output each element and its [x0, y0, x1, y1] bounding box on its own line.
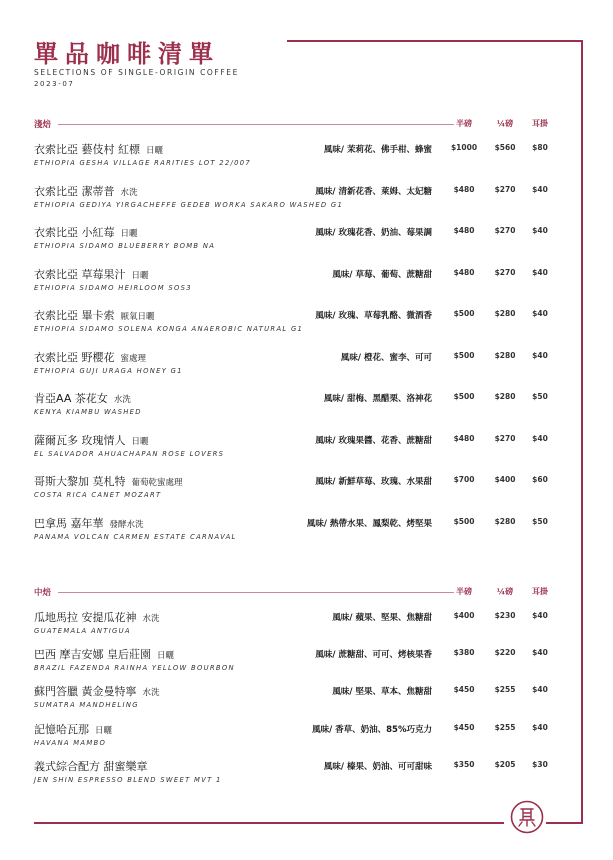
price-quarter-lb: $230: [494, 611, 516, 620]
flavor-notes: 風味/ 甜梅、黑醋栗、洛神花: [323, 394, 432, 404]
price-half-lb: $500: [453, 392, 475, 401]
coffee-name-text: 巴拿馬 嘉年華: [34, 516, 104, 530]
coffee-name: [34, 758, 154, 774]
coffee-name-text: 義式綜合配方 甜蜜樂章: [34, 759, 148, 773]
coffee-name: [34, 390, 131, 406]
price-quarter-lb: $255: [494, 685, 516, 695]
process-method: 日曬: [95, 725, 113, 736]
price-half-lb: $380: [453, 648, 475, 658]
coffee-english-name: SUMATRA MANDHELING: [34, 701, 139, 710]
process-method: 蜜處理: [120, 353, 147, 364]
price-quarter-lb: $280: [494, 309, 516, 318]
coffee-name: [34, 224, 138, 240]
process-method: 發酵水洗: [109, 519, 144, 530]
section-header: [34, 118, 554, 132]
page-title: 單品咖啡清單: [34, 40, 220, 68]
price-half-lb: $450: [453, 722, 475, 732]
section-title: 淺焙: [34, 120, 52, 130]
price-quarter-lb: $270: [494, 267, 516, 277]
coffee-name-text: 衣索比亞 畢卡索: [34, 309, 115, 322]
price-quarter-lb: $270: [494, 226, 516, 235]
coffee-name: [34, 183, 138, 199]
menu-item: [34, 758, 564, 792]
flavor-notes: 風味/ 茉莉花、佛手柑、蜂蜜: [323, 145, 432, 155]
process-method: 水洗: [142, 614, 160, 624]
coffee-english-name: ETHIOPIA SIDAMO SOLENA KONGA ANAEROBIC NATURAL G1: [34, 325, 304, 333]
menu-item: [34, 307, 564, 341]
flavor-notes: 風味/ 榛果、奶油、可可甜味: [323, 761, 432, 772]
price-drip-bag: $40: [532, 433, 548, 443]
coffee-english-name: ETHIOPIA SIDAMO BLUEBERRY BOMB NA: [34, 242, 216, 250]
coffee-english-name: ETHIOPIA GEDIYA YIRGACHEFFE GEDEB WORKA SAKARO WASHED G1: [34, 200, 344, 209]
menu-date: 2023-07: [34, 80, 75, 88]
price-drip-bag: $40: [532, 350, 548, 360]
column-header: ¼磅: [496, 587, 514, 596]
price-half-lb: $400: [453, 611, 475, 620]
coffee-name-text: 記憶哈瓦那: [34, 722, 89, 736]
process-method: 日曬: [120, 229, 138, 239]
section-divider: [58, 592, 454, 593]
price-drip-bag: $40: [532, 267, 548, 277]
coffee-english-name: PANAMA VOLCAN CARMEN ESTATE CARNAVAL: [34, 532, 237, 541]
flavor-notes: 風味/ 蘋果、堅果、焦糖甜: [332, 613, 432, 623]
coffee-name-text: 衣索比亞 小紅莓: [34, 226, 115, 239]
price-half-lb: $500: [453, 350, 475, 360]
coffee-name: [34, 473, 183, 489]
flavor-notes: 風味/ 橙花、蜜李、可可: [340, 352, 432, 363]
coffee-name-text: 哥斯大黎加 莫札特: [34, 475, 126, 488]
price-half-lb: $350: [453, 759, 475, 769]
price-half-lb: $500: [453, 309, 475, 318]
price-drip-bag: $40: [532, 309, 548, 318]
column-header: 半磅: [456, 119, 472, 128]
coffee-name: [34, 609, 160, 625]
frame-bottom-line-left: [34, 822, 504, 824]
coffee-english-name: EL SALVADOR AHUACHAPAN ROSE LOVERS: [34, 449, 225, 458]
coffee-english-name: BRAZIL FAZENDA RAINHA YELLOW BOURBON: [34, 664, 235, 673]
coffee-name-text: 蘇門答臘 黃金曼特寧: [34, 685, 137, 699]
coffee-english-name: JEN SHIN ESPRESSO BLEND SWEET MVT 1: [34, 775, 222, 784]
price-drip-bag: $40: [532, 685, 548, 695]
menu-item: [34, 515, 564, 549]
process-method: 日曬: [131, 436, 149, 447]
menu-item: [34, 349, 564, 383]
coffee-english-name: HAVANA MAMBO: [34, 738, 107, 747]
process-method: 水洗: [120, 187, 138, 198]
coffee-name-text: 薩爾瓦多 玫瑰情人: [34, 433, 126, 447]
price-quarter-lb: $560: [494, 143, 516, 152]
price-drip-bag: $40: [532, 722, 548, 732]
price-half-lb: $1000: [450, 143, 478, 152]
menu-item: [34, 609, 564, 643]
flavor-notes: 風味/ 玫瑰花香、奶油、莓果調: [315, 228, 432, 238]
flavor-notes: 風味/ 香草、奶油、85%巧克力: [312, 724, 432, 735]
frame-bottom-line-right: [546, 822, 583, 824]
process-method: 日曬: [146, 146, 164, 156]
price-quarter-lb: $400: [494, 475, 516, 484]
menu-item: [34, 473, 564, 507]
coffee-name: [34, 349, 146, 365]
coffee-english-name: ETHIOPIA GUJI URAGA HONEY G1: [34, 366, 183, 375]
coffee-english-name: ETHIOPIA SIDAMO HEIRLOOM SOS3: [34, 283, 192, 292]
column-header: 耳掛: [532, 119, 548, 128]
price-drip-bag: $40: [532, 184, 548, 194]
process-method: 日曬: [131, 270, 149, 281]
column-header: 半磅: [456, 587, 472, 596]
price-quarter-lb: $280: [494, 392, 516, 401]
price-drip-bag: $40: [532, 611, 548, 620]
price-half-lb: $500: [453, 516, 475, 526]
frame-top-line: [287, 40, 583, 42]
cup-seal-icon: [510, 800, 544, 834]
process-method: 葡萄乾蜜處理: [131, 478, 183, 488]
flavor-notes: 風味/ 草莓、葡萄、蔗糖甜: [332, 269, 432, 280]
flavor-notes: 風味/ 玫瑰、草莓乳酪、微酒香: [315, 311, 432, 321]
price-quarter-lb: $280: [494, 516, 516, 526]
page-subtitle: SELECTIONS OF SINGLE-ORIGIN COFFEE: [34, 68, 239, 77]
process-method: 水洗: [113, 395, 131, 405]
process-method: 日曬: [157, 651, 175, 662]
flavor-notes: 風味/ 堅果、草本、焦糖甜: [332, 687, 432, 698]
process-method: 厭氧日曬: [120, 312, 155, 322]
menu-item: [34, 390, 564, 424]
coffee-name: [34, 266, 149, 282]
menu-item: [34, 683, 564, 717]
section-divider: [58, 124, 454, 125]
menu-item: [34, 432, 564, 466]
price-quarter-lb: $255: [494, 722, 516, 732]
coffee-name-text: 瓜地馬拉 安提瓜花神: [34, 611, 137, 624]
coffee-english-name: GUATEMALA ANTIGUA: [34, 627, 131, 635]
coffee-name: [34, 646, 174, 662]
price-drip-bag: $40: [532, 648, 548, 658]
section-title: 中焙: [34, 588, 52, 598]
process-method: 水洗: [142, 688, 160, 699]
coffee-name-text: 衣索比亞 草莓果汁: [34, 267, 126, 281]
price-half-lb: $480: [453, 226, 475, 235]
coffee-name: [34, 307, 155, 323]
frame-right-line: [581, 40, 583, 824]
price-drip-bag: $30: [532, 759, 548, 769]
price-drip-bag: $80: [532, 143, 548, 152]
coffee-name: [34, 141, 163, 157]
flavor-notes: 風味/ 蔗糖甜、可可、烤核果香: [315, 650, 432, 661]
menu-item: [34, 646, 564, 680]
menu-item: [34, 224, 564, 258]
menu-item: [34, 141, 564, 175]
coffee-english-name: COSTA RICA CANET MOZART: [34, 491, 162, 499]
coffee-english-name: KENYA KIAMBU WASHED: [34, 408, 142, 416]
column-header: ¼磅: [496, 119, 514, 128]
price-half-lb: $450: [453, 685, 475, 695]
flavor-notes: 風味/ 玫瑰果醬、花香、蔗糖甜: [315, 435, 432, 446]
menu-item: [34, 266, 564, 300]
price-drip-bag: $60: [532, 475, 548, 484]
section-header: [34, 586, 554, 600]
coffee-name-text: 衣索比亞 潔蒂普: [34, 184, 115, 198]
coffee-name-text: 肯亞AA 茶花女: [34, 392, 108, 405]
menu-item: [34, 183, 564, 217]
price-quarter-lb: $270: [494, 184, 516, 194]
coffee-name: [34, 432, 149, 448]
price-quarter-lb: $270: [494, 433, 516, 443]
price-quarter-lb: $205: [494, 759, 516, 769]
coffee-name: [34, 515, 144, 531]
flavor-notes: 風味/ 熱帶水果、鳳梨乾、烤堅果: [306, 518, 432, 529]
coffee-name-text: 巴西 摩吉安娜 皇后莊園: [34, 648, 151, 662]
price-half-lb: $480: [453, 267, 475, 277]
price-half-lb: $480: [453, 433, 475, 443]
price-half-lb: $700: [453, 475, 475, 484]
price-drip-bag: $40: [532, 226, 548, 235]
coffee-name-text: 衣索比亞 藝伎村 紅標: [34, 143, 140, 156]
coffee-name-text: 衣索比亞 野櫻花: [34, 350, 115, 364]
menu-item: [34, 721, 564, 755]
price-drip-bag: $50: [532, 392, 548, 401]
price-drip-bag: $50: [532, 516, 548, 526]
coffee-english-name: ETHIOPIA GESHA VILLAGE RARITIES LOT 22/007: [34, 159, 251, 167]
flavor-notes: 風味/ 清新花香、萊姆、太妃糖: [315, 186, 432, 197]
flavor-notes: 風味/ 新鮮草莓、玫瑰、水果甜: [315, 477, 432, 487]
price-quarter-lb: $220: [494, 648, 516, 658]
coffee-name: [34, 721, 112, 737]
price-quarter-lb: $280: [494, 350, 516, 360]
column-header: 耳掛: [532, 587, 548, 596]
coffee-name: [34, 683, 160, 699]
price-half-lb: $480: [453, 184, 475, 194]
